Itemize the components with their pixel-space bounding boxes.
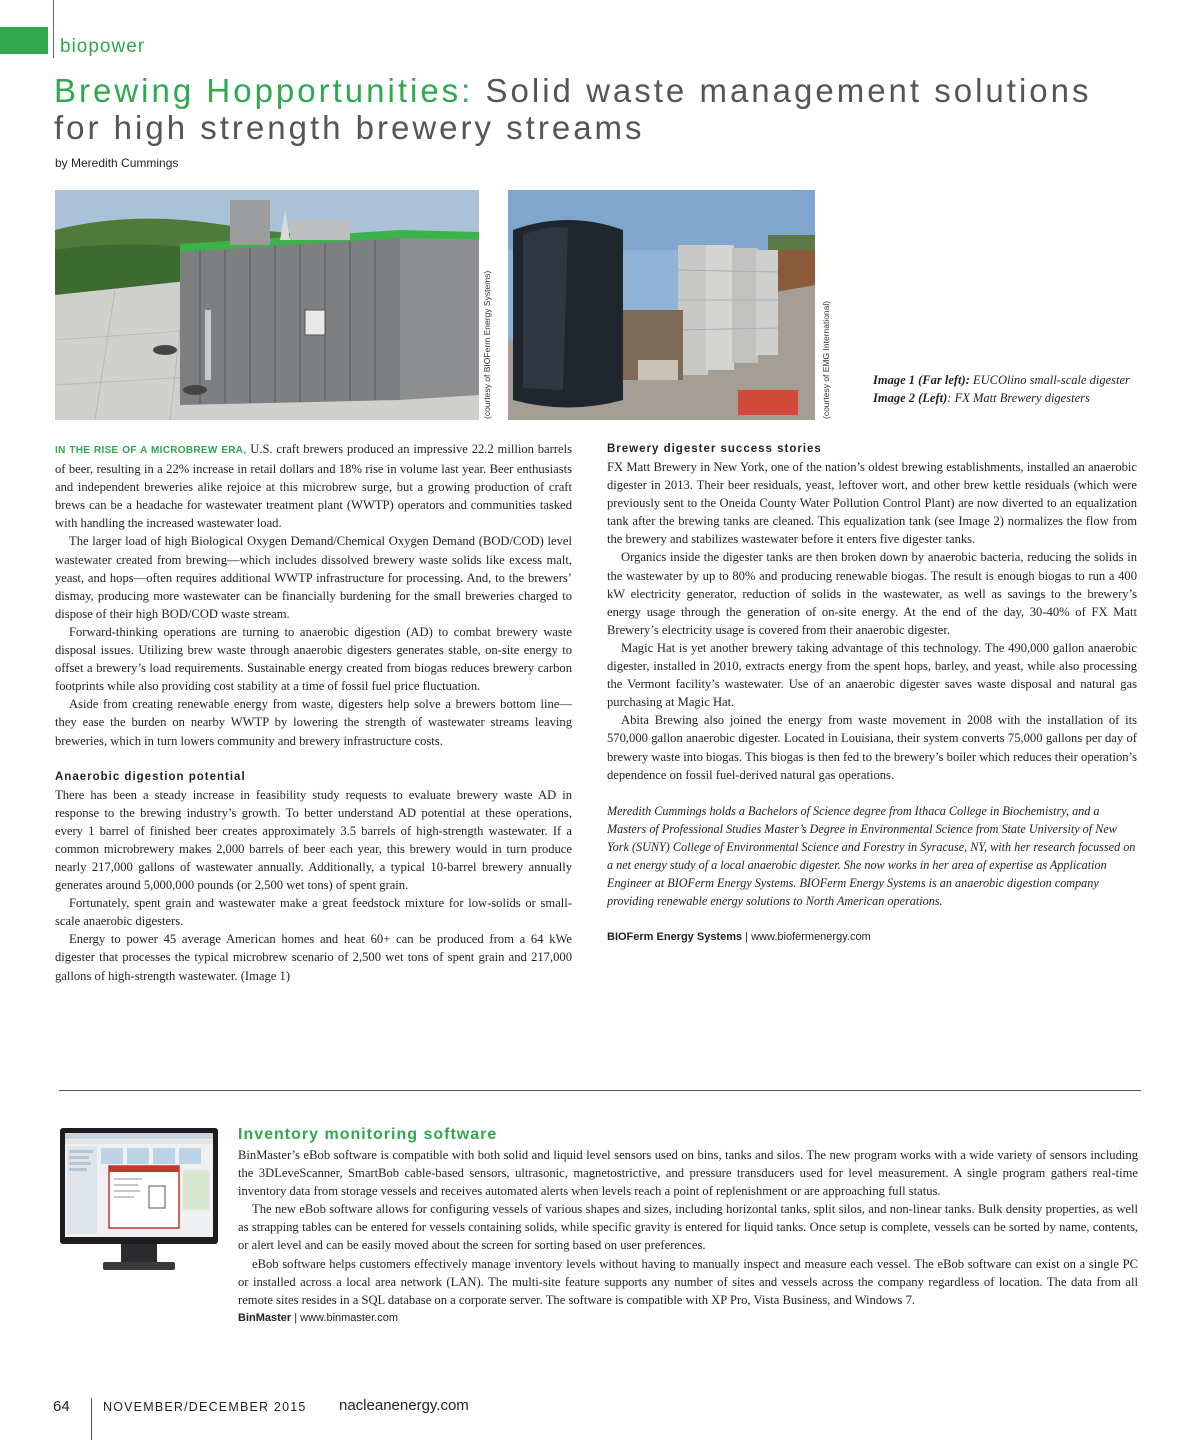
image1-digester-photo (55, 190, 479, 420)
right-column (607, 440, 1137, 946)
title-rest: Solid waste management solutions for high strength brewery streams (54, 72, 1092, 146)
company-name: BIOFerm Energy Systems (607, 931, 743, 944)
monitor-software-image (59, 1126, 221, 1274)
byline: by Meredith Cummings (55, 156, 179, 170)
caption1-text: EUCOlino small-scale digester (969, 373, 1130, 387)
subheading: Brewery digester success stories (607, 443, 822, 455)
paragraph: There has been a steady increase in feasibility study requests to evaluate brewery waste AD in response to the brewing industry’s growth. To better understand AD potential at these operations, every 1 barrel of finished beer creates approximately 3.5 barrels of high-strength wastewater. If a common microbrewery makes 2,000 barrels of beer each year, this brewery would in turn produce nearly 217,000 gallons of wastewater annually. Additionally, a typical 10-barrel brewery annually generates around 5,000,000 pounds (or 2,500 wet tons) of spent grain. (55, 787, 572, 893)
title-highlight: Brewing Hopportunities: (54, 72, 474, 109)
paragraph: Forward-thinking operations are turning to anaerobic digestion (AD) to combat brewery waste disposal issues. Utilizing brew waste through anaerobic digesters generates stable, on-site energy to offset a brewery’s load requirements. Sustainable energy created from biogas reduces brewery carbon footprints while also providing cost stability at a time of fossil fuel price fluctuation. (55, 624, 572, 694)
paragraph: FX Matt Brewery in New York, one of the nation’s oldest brewing establishments, installed an anaerobic digester in 2013. Their beer residuals, yeast, leftover wort, and other brew kettle residuals (which were previously sent to the Oneida County Water Pollution Control Plant) are now diverted to an equalization tank after the brewing tanks are cleaned. This equalization tank (see Image 2) normalizes the flow from the brewery and stabilizes wastewater before it enters five digester tanks. (607, 460, 1137, 547)
company-url-link[interactable]: www.biofermenergy.com (751, 931, 871, 944)
header-rule (53, 0, 54, 58)
company-credit: BIOFerm Energy Systems | www.biofermenergy.com (607, 931, 871, 944)
author-bio: Meredith Cummings holds a Bachelors of Science degree from Ithaca College in Biochemistry, and a Masters of Professional Studies Master’s Degree in Environmental Science from State University of New York (SUNY) College of Environmental Science and Forestry in Syracuse, NY, with her research focussed on a net energy study of a local anaerobic digester. She now works in her area of expertise as Application Engineer at BIOFerm Energy Systems. BIOFerm Energy Systems is an anaerobic digestion company providing renewable energy solutions to North American operations. (607, 803, 1136, 909)
company-credit: BinMaster | www.binmaster.com (238, 1311, 398, 1324)
footer-rule (91, 1398, 92, 1440)
image-caption (873, 371, 1143, 407)
paragraph: Abita Brewing also joined the energy from waste movement in 2008 with the installation of its 570,000 gallon anaerobic digester. Located in Louisiana, their system converts 75,000 gallons per day of brewery waste into biogas. This biogas is then fed to the brewery’s boiler which reduces their operation’s dependence on fossil fuel-derived natural gas operations. (607, 713, 1137, 782)
paragraph: The new eBob software allows for configuring vessels of various shapes and sizes, including horizontal tanks, split silos, and non-linear tanks. Bulk density properties, as well as strapping tables can be entered for vessels containing solids, while specific gravity is entered for liquid tanks. Once setup is complete, vessels can be sorted by name, contents, or alert level and can be easily moved about the screen for sorting based on user preferences. (238, 1202, 1138, 1253)
paragraph: Energy to power 45 average American homes and heat 60+ can be produced from a 64 kWe digester that processes the typical microbrew scenario of 2,500 wet tons of spent grain and 217,000 gallons of high-strength wastewater. (Image 1) (55, 932, 572, 983)
issue-date: NOVEMBER/DECEMBER 2015 (103, 1400, 307, 1414)
company-name: BinMaster (238, 1311, 292, 1324)
paragraph: BinMaster’s eBob software is compatible with both solid and liquid level sensors used on bins, tanks and silos. The new program works with a wide variety of sensors including the 3DLeveScanner, SmartBob cable-based sensors, ultrasonic, magnetostrictive, and pressure transducers used for level measurement. A single program gathers real-time inventory data from storage vessels and receives automated alerts when levels reach a point of replenishment or are approaching full status. (238, 1148, 1138, 1199)
image2-credit: (courtesy of EMG International) (821, 300, 831, 419)
page-number: 64 (53, 1398, 70, 1415)
company-url-link[interactable]: www.binmaster.com (300, 1311, 398, 1324)
image1-credit: (courtesy of BIOFerm Energy Systems) (482, 270, 492, 419)
section-label: biopower (60, 36, 146, 57)
lead-in: IN THE RISE OF A MICROBREW ERA, (55, 445, 247, 456)
paragraph: Fortunately, spent grain and wastewater make a great feedstock mixture for low-solids or small-scale anaerobic digesters. (55, 896, 572, 929)
paragraph: Aside from creating renewable energy from waste, digesters help solve a brewers bottom line—they ease the burden on nearby WWTP by lowering the strength of wastewater streams leaving breweries, which in turn lowers community and brewery infrastructure costs. (55, 697, 572, 748)
section-color-tab (0, 27, 48, 54)
left-column (55, 440, 572, 985)
publication-site-link[interactable]: nacleanenergy.com (339, 1397, 469, 1414)
caption2-text: : FX Matt Brewery digesters (947, 391, 1090, 405)
caption1-label: Image 1 (Far left): (873, 373, 970, 387)
caption2-label: Image 2 (Left) (873, 391, 948, 405)
article-title (54, 72, 1114, 146)
paragraph: The larger load of high Biological Oxygen Demand/Chemical Oxygen Demand (BOD/COD) level wastewater created from brewing—which includes dissolved brewery waste solids like excess malt, yeast, and hops—often requires additional WWTP infrastructure for processing. And, to the brewers’ dismay, producing more wastewater can be financially burdening for the small breweries charged to dispose of their high BOD/COD waste stream. (55, 534, 572, 621)
paragraph: Organics inside the digester tanks are then broken down by anaerobic bacteria, reducing the solids in the wastewater by up to 80% and producing renewable biogas. The result is enough biogas to run a 400 kW electricity generator, reduction of solids in the wastewater, as well as savings to the brewery’s energy usage through the generation of on-site energy. At the end of the day, 30-40% of FX Matt Brewery’s electricity usage is covered from their anaerobic digester. (607, 550, 1137, 637)
paragraph: IN THE RISE OF A MICROBREW ERA, U.S. craft brewers produced an impressive 22.2 million barrels of beer, resulting in a 22% increase in retail dollars and 18% rise in volume last year. Beer enthusiasts and independent breweries alike rejoice at this microbrew surge, but a growing production of craft brews can be a headache for wastewater treatment plant (WWTP) operators and communities tasked with handling the increased wastewater load. (55, 442, 572, 531)
paragraph: Magic Hat is yet another brewery taking advantage of this technology. The 490,000 gallon anaerobic digester, installed in 2010, extracts energy from the spent hops, barley, and yeast, while also processing the Vermont facility’s wastewater. Use of an anaerobic digester saves waste disposal and natural gas purchasing at Magic Hat. (607, 640, 1137, 710)
image2-silos-photo (508, 190, 815, 420)
subheading: Anaerobic digestion potential (55, 770, 246, 783)
inventory-body (238, 1146, 1138, 1327)
paragraph: eBob software helps customers effectively manage inventory levels without having to manually inspect and measure each vessel. The eBob software can exist on a single PC or installed across a local area network (LAN). The multi-site feature supports any number of sites and vessels across the company regardless of location. The data from all remote sites resides in a SQL database on a corporate server. The software is compatible with XP Pro, Vista Business, and Windows 7. (238, 1256, 1138, 1307)
section-divider (59, 1090, 1141, 1091)
inventory-title: Inventory monitoring software (238, 1126, 498, 1143)
